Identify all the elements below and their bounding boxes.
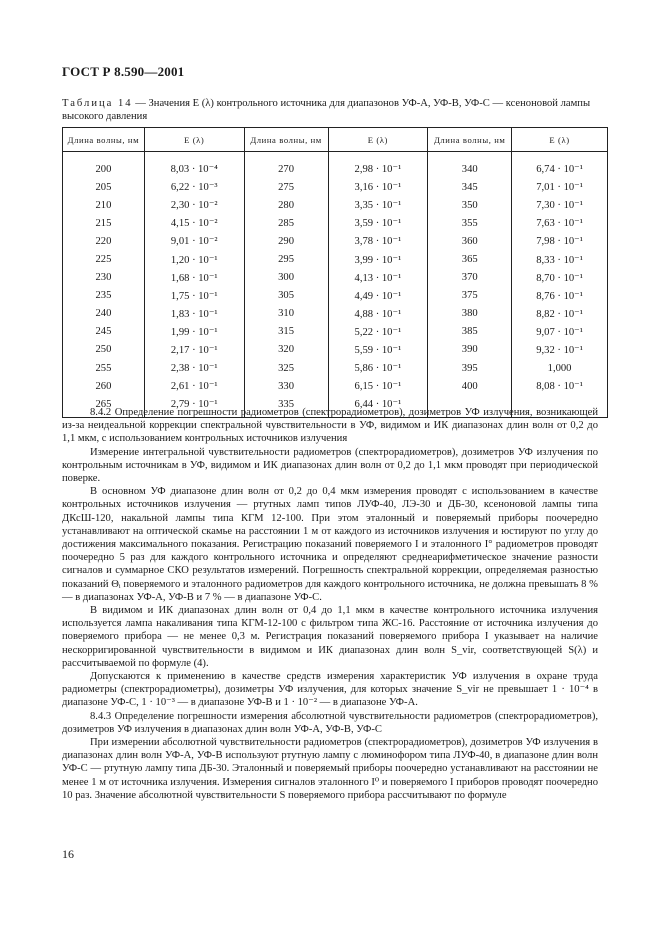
table-cell: 330 — [244, 377, 328, 395]
table-cell: 2,98 · 10⁻¹ — [328, 152, 428, 179]
table-cell: 5,86 · 10⁻¹ — [328, 359, 428, 377]
table-row — [63, 152, 608, 179]
table-cell: 6,15 · 10⁻¹ — [328, 377, 428, 395]
table-cell: 320 — [244, 341, 328, 359]
table-cell: 2,79 · 10⁻¹ — [144, 395, 244, 418]
table-cell: 200 — [63, 152, 145, 179]
table-row — [63, 178, 608, 196]
table-cell: 3,59 · 10⁻¹ — [328, 214, 428, 232]
paragraph: При измерении абсолютной чувствительности радиометров (спектрорадиометров), дозиметров УФ излучения в диапазонах длин волн УФ-А, УФ-В используют ртутную лампу с люминофором типа ЛУФ-40, в диапазоне длин волн УФ-С — ртутную лампу типа ДБ-30. Эталонный и поверяемый приборы поочередно устанавливают на расстоянии не менее 1 м от источника излучения. Измерения сигналов эталонного I⁰ и поверяемого I приборов проводят поочередно 10 раз. Значение абсолютной чувствительности S поверяемого прибора рассчитывают по формуле — [62, 737, 598, 801]
column-header: E (λ) — [328, 128, 428, 152]
table-cell: 6,22 · 10⁻³ — [144, 178, 244, 196]
table-cell: 270 — [244, 152, 328, 179]
table-row — [63, 359, 608, 377]
table-cell: 360 — [428, 232, 512, 250]
table-cell: 7,30 · 10⁻¹ — [512, 196, 608, 214]
table-cell: 1,99 · 10⁻¹ — [144, 323, 244, 341]
table-cell: 4,15 · 10⁻² — [144, 214, 244, 232]
table-row — [63, 269, 608, 287]
table-cell: 295 — [244, 250, 328, 268]
table-cell: 300 — [244, 269, 328, 287]
table-cell: 9,07 · 10⁻¹ — [512, 323, 608, 341]
table-cell: 1,75 · 10⁻¹ — [144, 287, 244, 305]
table-cell: 380 — [428, 305, 512, 323]
table-cell: 2,61 · 10⁻¹ — [144, 377, 244, 395]
table-cell: 4,49 · 10⁻¹ — [328, 287, 428, 305]
table-cell: 2,38 · 10⁻¹ — [144, 359, 244, 377]
table-cell: 8,76 · 10⁻¹ — [512, 287, 608, 305]
table-cell: 2,17 · 10⁻¹ — [144, 341, 244, 359]
paragraph: 8.4.3 Определение погрешности измерения абсолютной чувствительности радиометров (спектрорадиометров), дозиметров УФ излучения в диапазонах длин волн УФ-А, УФ-В, УФ-С — [62, 710, 598, 735]
table-cell: 9,01 · 10⁻² — [144, 232, 244, 250]
paragraph: Допускаются к применению в качестве средств измерения характеристик УФ излучения в охране труда радиометры (спектрорадиометры), дозиметры УФ излучения, для которых значение S_vir не превышает 1 · 10⁻⁴ в диапазоне УФ-С, 1 · 10⁻³ — в диапазоне УФ-В и 1 · 10⁻² — в диапазоне УФ-А. — [62, 671, 598, 709]
table-cell: 310 — [244, 305, 328, 323]
document-header: ГОСТ Р 8.590—2001 — [62, 64, 185, 79]
table-cell: 355 — [428, 214, 512, 232]
table-cell: 8,03 · 10⁻⁴ — [144, 152, 244, 179]
table-cell: 365 — [428, 250, 512, 268]
table-cell: 7,01 · 10⁻¹ — [512, 178, 608, 196]
table-cell: 255 — [63, 359, 145, 377]
table-cell: 250 — [63, 341, 145, 359]
table-cell: 6,74 · 10⁻¹ — [512, 152, 608, 179]
table-caption-text: — Значения E (λ) контрольного источника для диапазонов УФ-А, УФ-В, УФ-С — ксеноновой лампы высокого давления — [62, 98, 591, 122]
table-row — [63, 323, 608, 341]
table-caption-label: Таблица 14 — [62, 98, 133, 109]
table-row — [63, 287, 608, 305]
table-cell: 1,20 · 10⁻¹ — [144, 250, 244, 268]
table-cell: 4,13 · 10⁻¹ — [328, 269, 428, 287]
table-cell: 1,68 · 10⁻¹ — [144, 269, 244, 287]
table-cell: 7,63 · 10⁻¹ — [512, 214, 608, 232]
table-cell: 240 — [63, 305, 145, 323]
table-cell: 4,88 · 10⁻¹ — [328, 305, 428, 323]
paragraph: В видимом и ИК диапазонах длин волн от 0,4 до 1,1 мкм в качестве контрольного источника излучения используется лампа накаливания типа КГМ-12-100 с фильтром типа ЖС-16. Расстояние от источника излучения до поверяемого прибора — не менее 0,3 м. Регистрация показаний поверяемого прибора I указывает на наличие нескорригированной чувствительности в видимом и ИК диапазонах длин волн S_vir, соответствующей S(λ) и рассчитываемой по формуле (4). — [62, 605, 598, 669]
table-cell: 265 — [63, 395, 145, 418]
column-header: E (λ) — [144, 128, 244, 152]
table-cell: 305 — [244, 287, 328, 305]
table-cell: 325 — [244, 359, 328, 377]
table-cell: 1,000 — [512, 359, 608, 377]
table-body — [63, 152, 608, 418]
paragraph: Измерение интегральной чувствительности радиометров (спектрорадиометров), дозиметров УФ излучения по контрольным источникам в УФ, видимом и ИК диапазонах длин волн от 0,2 до 1,1 мкм проводят при периодической поверке. — [62, 446, 598, 485]
table-header-row — [63, 128, 608, 152]
table-cell: 2,30 · 10⁻² — [144, 196, 244, 214]
body-text — [62, 406, 598, 802]
table-cell: 290 — [244, 232, 328, 250]
table-cell: 5,59 · 10⁻¹ — [328, 341, 428, 359]
table-cell: 400 — [428, 377, 512, 395]
page-number: 16 — [62, 847, 74, 861]
table-cell: 3,35 · 10⁻¹ — [328, 196, 428, 214]
paragraph: В основном УФ диапазоне длин волн от 0,2 до 0,4 мкм измерения проводят с использованием в качестве контрольных источников излучения — ртутных ламп типов ЛУФ-40, ЛЭ-30 и ДБ-30, ксеноновой лампы типа ДКсШ-120, накальной лампы типа КГМ 12-100. При этом эталонный и поверяемый приборы поочередно устанавливают на оптической скамье на расстоянии 1 м от каждого из источников излучения и юстируют по углу до достижения максимального показания. Регистрацию показаний поверяемого I и эталонного I° радиометров проводят поочередно 5 раз для каждого контрольного источника и определяют среднеарифметическое значение разности сигналов и суммарное СКО результатов измерений. Погрешность спектральной коррекции, определяемая разностью показаний Θᵢ поверяемого и эталонного радиометров для каждого контрольного источника, не должна превышать 8 % — в диапазонах УФ-А, УФ-В и 7 % — в диапазоне УФ-С. — [62, 486, 598, 603]
table-cell: 3,78 · 10⁻¹ — [328, 232, 428, 250]
column-header: Длина волны, нм — [244, 128, 328, 152]
table-cell: 205 — [63, 178, 145, 196]
column-header: Длина волны, нм — [63, 128, 145, 152]
table-cell: 215 — [63, 214, 145, 232]
table-cell: 245 — [63, 323, 145, 341]
table-cell: 1,83 · 10⁻¹ — [144, 305, 244, 323]
table-cell: 285 — [244, 214, 328, 232]
table-caption — [62, 97, 608, 123]
table-cell: 7,98 · 10⁻¹ — [512, 232, 608, 250]
table-cell: 3,99 · 10⁻¹ — [328, 250, 428, 268]
table-cell: 260 — [63, 377, 145, 395]
table-row — [63, 341, 608, 359]
table-cell: 3,16 · 10⁻¹ — [328, 178, 428, 196]
table-cell: 350 — [428, 196, 512, 214]
table-cell: 390 — [428, 341, 512, 359]
table-cell: 8,08 · 10⁻¹ — [512, 377, 608, 395]
table-cell: 385 — [428, 323, 512, 341]
table-row — [63, 250, 608, 268]
table-cell: 275 — [244, 178, 328, 196]
column-header: E (λ) — [512, 128, 608, 152]
table-cell: 225 — [63, 250, 145, 268]
table-cell: 235 — [63, 287, 145, 305]
table-row — [63, 305, 608, 323]
table-cell: 8,70 · 10⁻¹ — [512, 269, 608, 287]
table-cell: 375 — [428, 287, 512, 305]
table-cell: 220 — [63, 232, 145, 250]
table-cell: 280 — [244, 196, 328, 214]
table-cell: 8,82 · 10⁻¹ — [512, 305, 608, 323]
table-row — [63, 232, 608, 250]
table-cell: 230 — [63, 269, 145, 287]
data-table — [62, 127, 608, 418]
table-row — [63, 377, 608, 395]
table-cell: 335 — [244, 395, 328, 418]
table-row — [63, 196, 608, 214]
table-cell: 395 — [428, 359, 512, 377]
table-cell: 8,33 · 10⁻¹ — [512, 250, 608, 268]
table-row — [63, 214, 608, 232]
column-header: Длина волны, нм — [428, 128, 512, 152]
table-cell: 345 — [428, 178, 512, 196]
paragraph: 8.4.2 Определение погрешности радиометров (спектрорадиометров), дозиметров УФ излучения, возникающей из-за неидеальной коррекции спектральной чувствительности в УФ, видимом и ИК диапазонах длин волн от 0,2 до 1,1 мкм, с использованием контрольных источников излучения — [62, 407, 598, 445]
table-cell: 9,32 · 10⁻¹ — [512, 341, 608, 359]
table-cell: 370 — [428, 269, 512, 287]
table-cell: 5,22 · 10⁻¹ — [328, 323, 428, 341]
table-cell: 210 — [63, 196, 145, 214]
table-cell: 315 — [244, 323, 328, 341]
table-cell: 340 — [428, 152, 512, 179]
table-cell: 6,44 · 10⁻¹ — [328, 395, 428, 418]
